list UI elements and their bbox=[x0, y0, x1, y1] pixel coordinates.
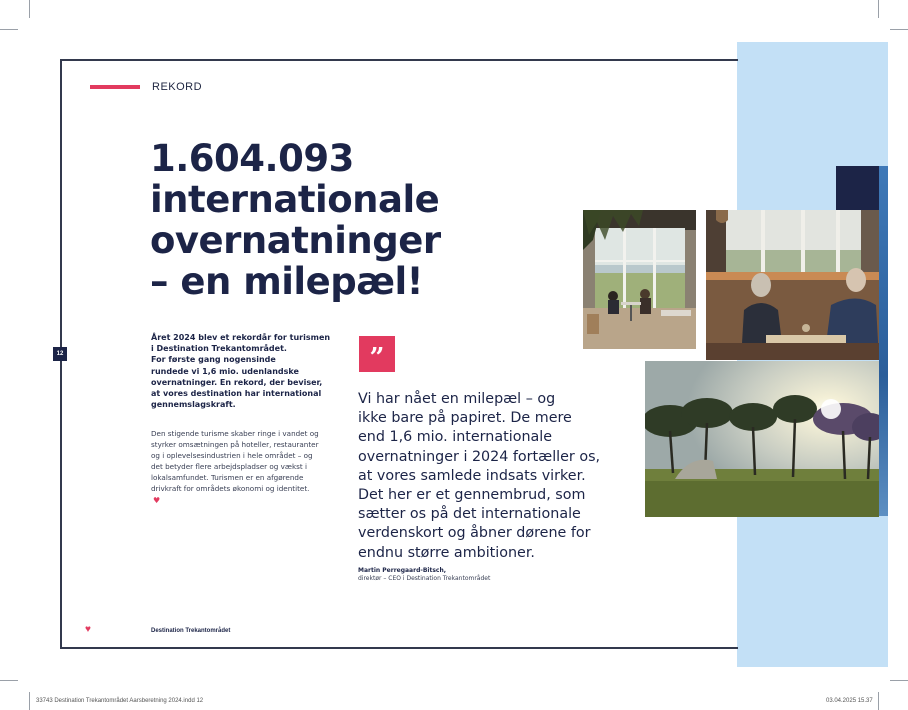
headline-line: internationale bbox=[150, 178, 440, 221]
quote-line: verdenskort og åbner dørene for bbox=[358, 525, 591, 542]
lead-line: overnatninger. En rekord, der beviser, bbox=[151, 377, 323, 387]
page-number: 12 bbox=[53, 347, 67, 361]
author-title: direktør – CEO i Destination Trekantområdet bbox=[358, 575, 491, 582]
body-line: Den stigende turisme skaber ringe i vandet og bbox=[151, 429, 319, 438]
print-slug-date: 03.04.2025 15.37 bbox=[826, 698, 873, 704]
headline-line: 1.604.093 bbox=[150, 137, 354, 180]
lead-line: For første gang nogensinde bbox=[151, 355, 276, 365]
quote-line: end 1,6 mio. internationale bbox=[358, 429, 553, 446]
photo-camping-sunset bbox=[645, 361, 879, 517]
quote-line: endnu større ambitioner. bbox=[358, 544, 535, 561]
lead-paragraph bbox=[151, 332, 341, 410]
photo-cafe-window bbox=[583, 210, 696, 349]
author-name: Martin Perregaard-Bitsch, bbox=[358, 567, 447, 574]
lead-line: at vores destination har international bbox=[151, 389, 322, 399]
lead-line: i Destination Trekantområdet. bbox=[151, 344, 287, 354]
quote-line: sætter os på det internationale bbox=[358, 506, 581, 523]
quote-line: ikke bare på papiret. De mere bbox=[358, 410, 572, 427]
heart-icon: ♥ bbox=[153, 495, 161, 505]
navy-accent-block bbox=[836, 166, 880, 211]
headline-line: overnatninger bbox=[150, 219, 441, 262]
body-line: styrker omsætningen på hoteller, restauranter bbox=[151, 440, 319, 450]
quote-mark-icon: ” bbox=[359, 336, 395, 372]
body-line: lokalsamfundet. Turismen er en afgørende bbox=[151, 473, 304, 483]
lead-line: rundede vi 1,6 mio. udenlandske bbox=[151, 366, 299, 376]
body-line-last bbox=[151, 483, 341, 505]
quote-line: Vi har nået en milepæl – og bbox=[358, 391, 556, 407]
lead-line: gennemslagskraft. bbox=[151, 400, 236, 410]
body-paragraph bbox=[151, 428, 341, 506]
lead-line: Året 2024 blev et rekordår for turismen bbox=[151, 333, 331, 342]
headline-line: – en milepæl! bbox=[150, 260, 424, 303]
photo-restaurant-guests bbox=[706, 210, 879, 360]
quote-line: overnatninger i 2024 fortæller os, bbox=[358, 448, 601, 465]
body-line: og i oplevelsesindustrien i hele området – og bbox=[151, 451, 313, 461]
quote-line: at vores samlede indsats virker. bbox=[358, 467, 586, 484]
print-slug-file: 33743 Destination Trekantområdet Aarsberetning 2024.indd 12 bbox=[36, 698, 204, 704]
footer-brand: Destination Trekantområdet bbox=[151, 628, 231, 634]
quote-author bbox=[358, 567, 490, 583]
page-headline bbox=[150, 138, 510, 302]
body-line: det betyder flere arbejdspladser og vækst i bbox=[151, 462, 307, 472]
pull-quote bbox=[358, 390, 628, 563]
heart-icon: ♥ bbox=[85, 624, 91, 635]
kicker-accent-line bbox=[90, 85, 140, 89]
quote-line: Det her er et gennembrud, som bbox=[358, 487, 586, 504]
harbor-photo-strip bbox=[879, 166, 888, 516]
body-line: drivkraft for områdets økonomi og identitet. bbox=[151, 484, 310, 494]
section-kicker: REKORD bbox=[152, 81, 203, 93]
